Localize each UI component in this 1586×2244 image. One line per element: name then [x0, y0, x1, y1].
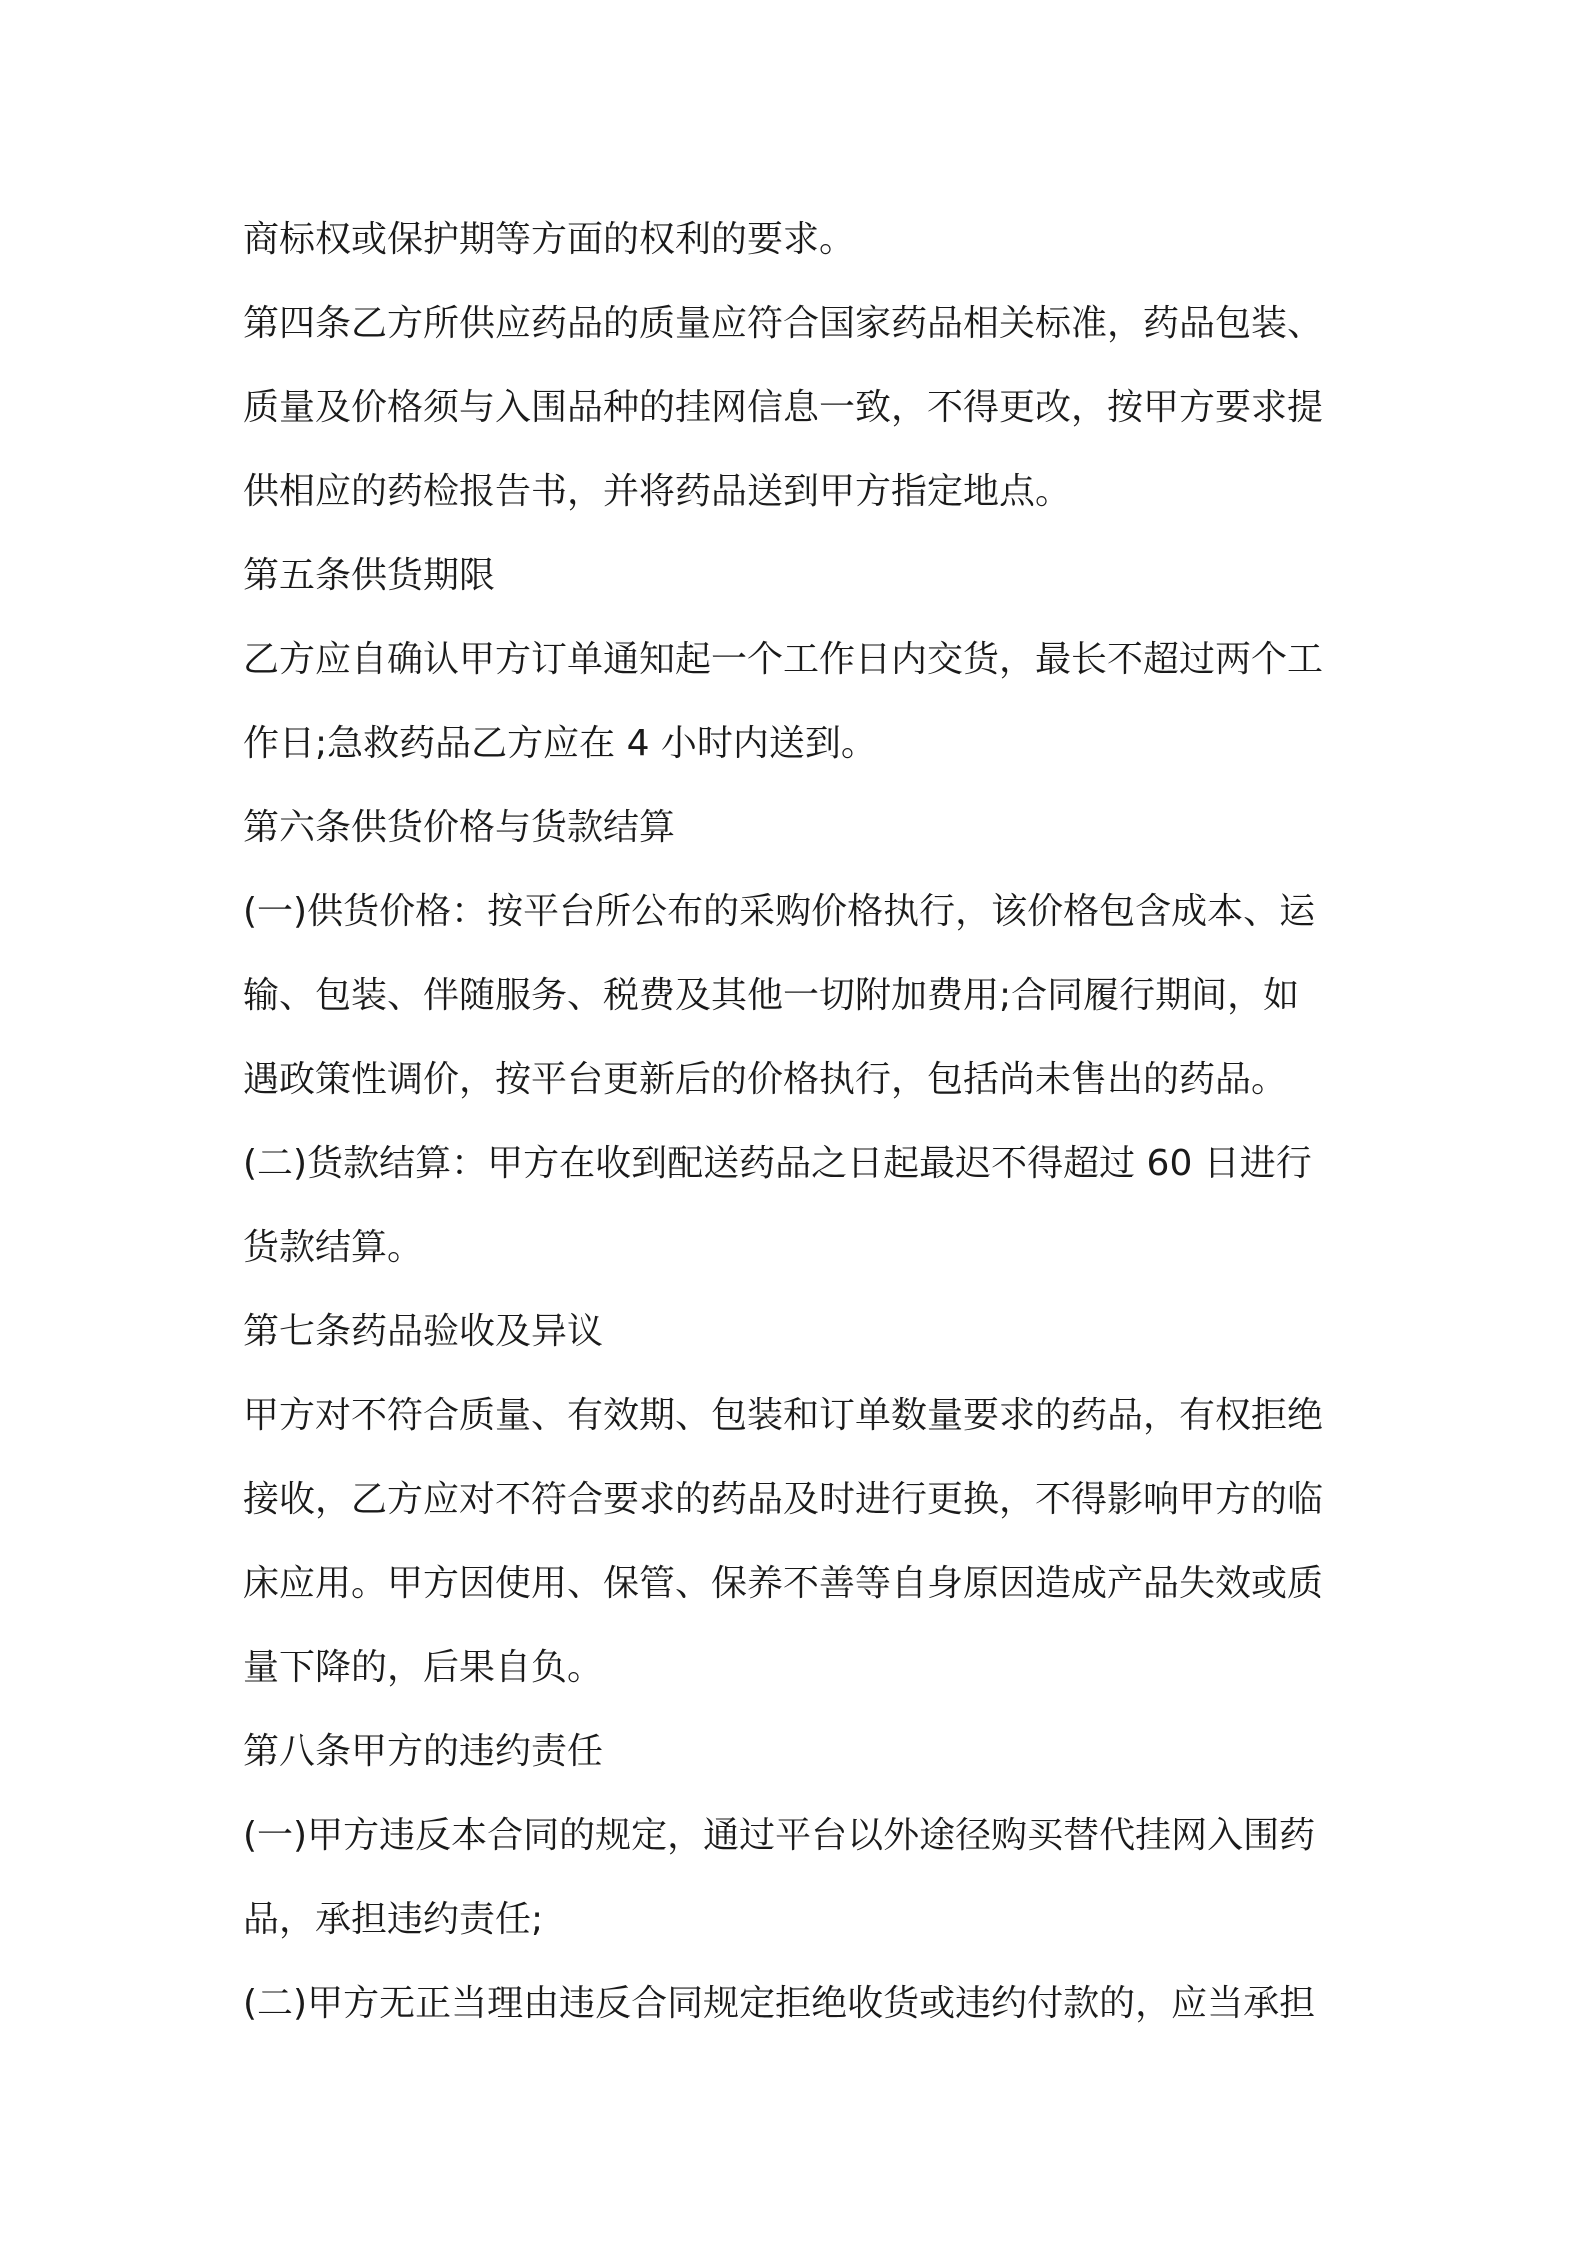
text-line: 床应用。甲方因使用、保管、保养不善等自身原因造成产品失效或质: [243, 1563, 1324, 1604]
text-line: 商标权或保护期等方面的权利的要求。: [243, 219, 856, 260]
text-line: 甲方对不符合质量、有效期、包装和订单数量要求的药品，有权拒绝: [243, 1395, 1324, 1436]
document-body: [243, 198, 1363, 2046]
article-7-heading: 第七条药品验收及异议: [243, 1311, 604, 1352]
article-5-heading: 第五条供货期限: [243, 555, 496, 596]
text-line: 遇政策性调价，按平台更新后的价格执行，包括尚未售出的药品。: [243, 1059, 1288, 1100]
text-line: 乙方应自确认甲方订单通知起一个工作日内交货，最长不超过两个工: [243, 639, 1324, 680]
text-line: 作日;急救药品乙方应在 4 小时内送到。: [243, 723, 877, 764]
text-line: 质量及价格须与入围品种的挂网信息一致，不得更改，按甲方要求提: [243, 387, 1324, 428]
article-6-heading: 第六条供货价格与货款结算: [243, 807, 676, 848]
text-line: (一)甲方违反本合同的规定，通过平台以外途径购买替代挂网入围药: [243, 1815, 1316, 1856]
text-line: 接收，乙方应对不符合要求的药品及时进行更换，不得影响甲方的临: [243, 1479, 1324, 1520]
text-line: 供相应的药检报告书，并将药品送到甲方指定地点。: [243, 471, 1072, 512]
text-line: 输、包装、伴随服务、税费及其他一切附加费用;合同履行期间，如: [243, 975, 1300, 1016]
text-line: 品，承担违约责任;: [243, 1899, 544, 1940]
text-line: (二)货款结算：甲方在收到配送药品之日起最迟不得超过 60 日进行: [243, 1143, 1312, 1184]
text-line: (二)甲方无正当理由违反合同规定拒绝收货或违约付款的，应当承担: [243, 1983, 1316, 2024]
article-8-heading: 第八条甲方的违约责任: [243, 1731, 604, 1772]
text-line: (一)供货价格：按平台所公布的采购价格执行，该价格包含成本、运: [243, 891, 1316, 932]
text-line: 货款结算。: [243, 1227, 424, 1268]
article-4-line: 第四条乙方所供应药品的质量应符合国家药品相关标准，药品包装、: [243, 303, 1324, 344]
text-line: 量下降的，后果自负。: [243, 1647, 604, 1688]
